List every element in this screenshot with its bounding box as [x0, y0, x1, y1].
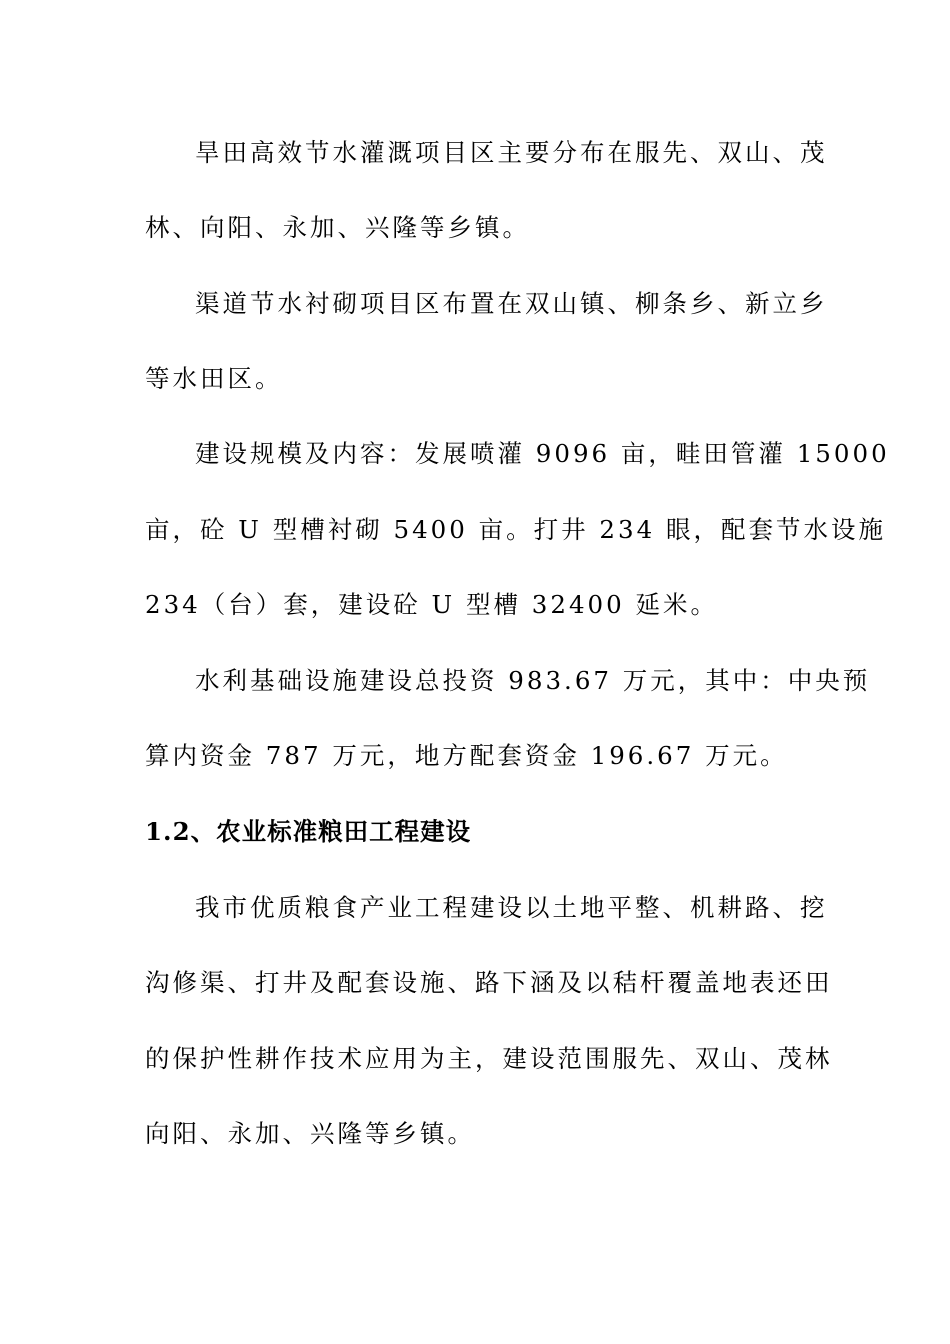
- paragraph-4-line-1: 水利基础设施建设总投资 983.67 万元，其中：中央预: [195, 666, 871, 695]
- paragraph-2-line-1: 渠道节水衬砌项目区布置在双山镇、柳条乡、新立乡: [195, 289, 828, 318]
- section-paragraph-line-4: 向阳、永加、兴隆等乡镇。: [145, 1119, 475, 1148]
- paragraph-1-line-2: 林、向阳、永加、兴隆等乡镇。: [145, 213, 530, 242]
- section-paragraph-line-1: 我市优质粮食产业工程建设以土地平整、机耕路、挖: [195, 893, 828, 922]
- section-heading: 1.2、农业标准粮田工程建设: [145, 817, 472, 846]
- paragraph-3-line-3: 234（台）套，建设砼 U 型槽 32400 延米。: [145, 590, 718, 619]
- section-paragraph-line-2: 沟修渠、打井及配套设施、路下涵及以秸杆覆盖地表还田: [145, 968, 833, 997]
- paragraph-3-line-2: 亩，砼 U 型槽衬砌 5400 亩。打井 234 眼，配套节水设施: [145, 515, 886, 544]
- paragraph-2-line-2: 等水田区。: [145, 364, 283, 393]
- section-paragraph-line-3: 的保护性耕作技术应用为主，建设范围服先、双山、茂林: [145, 1044, 833, 1073]
- paragraph-1-line-1: 旱田高效节水灌溉项目区主要分布在服先、双山、茂: [195, 138, 828, 167]
- paragraph-4-line-2: 算内资金 787 万元，地方配套资金 196.67 万元。: [145, 741, 788, 770]
- paragraph-3-line-1: 建设规模及内容：发展喷灌 9096 亩，畦田管灌 15000: [195, 439, 890, 468]
